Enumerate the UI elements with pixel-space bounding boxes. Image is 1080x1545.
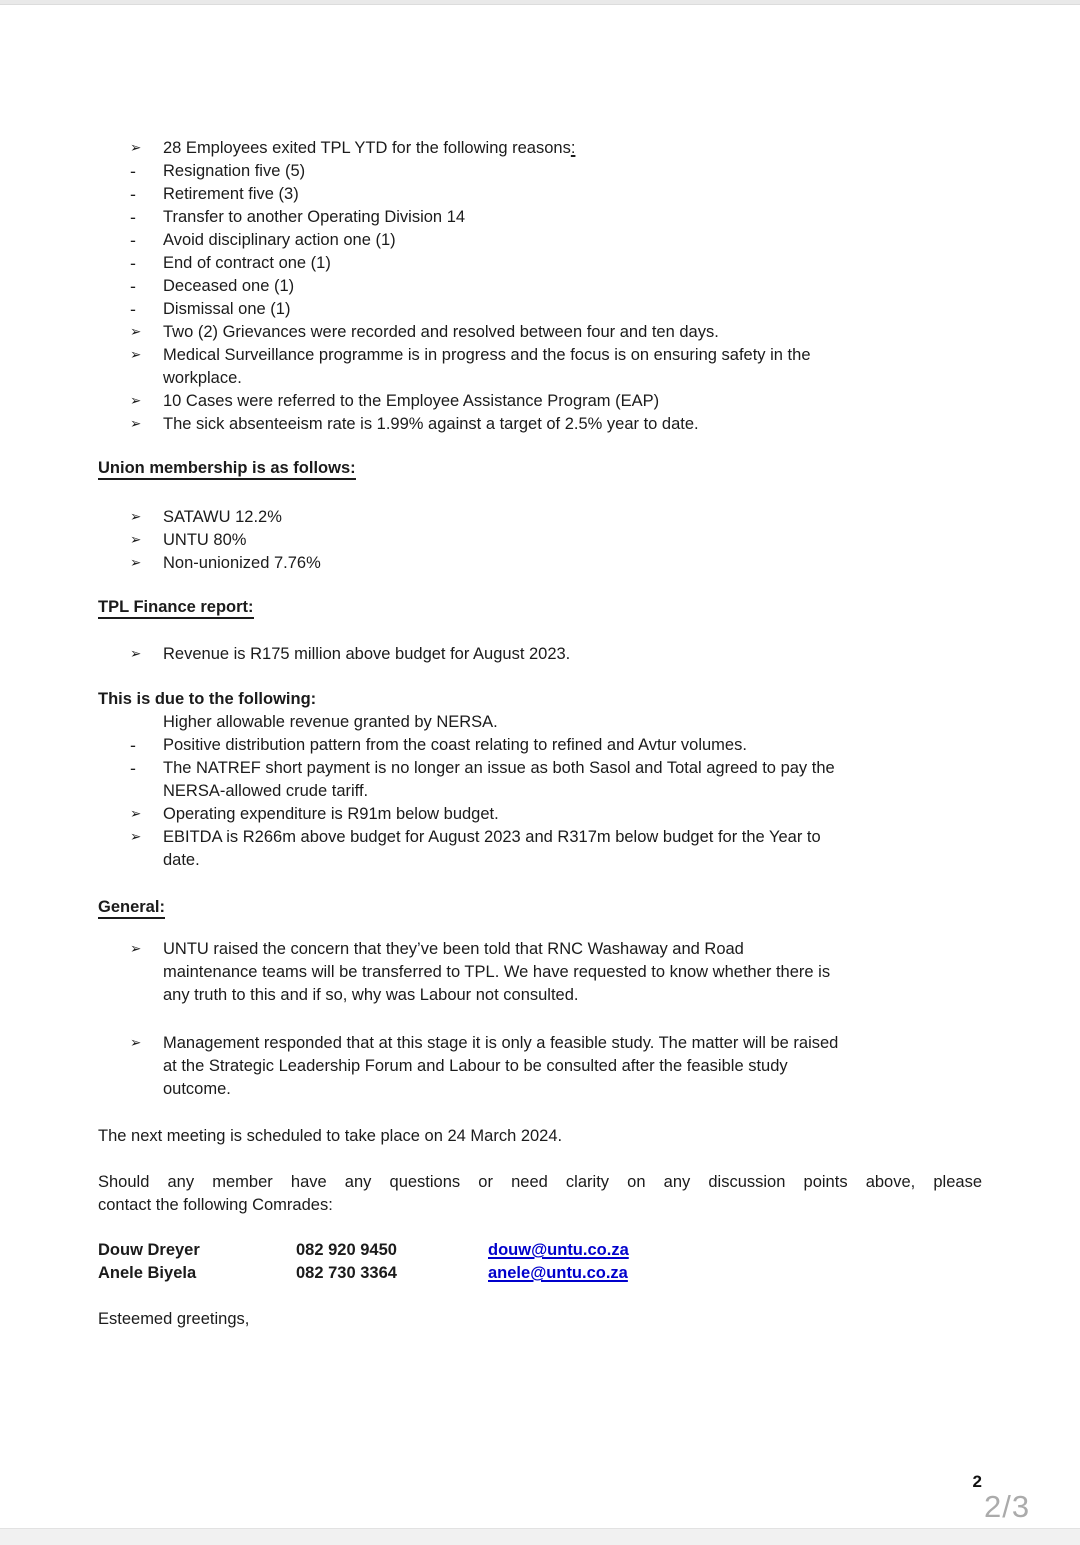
list-item — [98, 529, 982, 552]
section-heading-union-membership: Union membership is as follows: — [98, 457, 982, 480]
list-item — [98, 160, 982, 183]
contact-name: Anele Biyela — [98, 1264, 197, 1282]
dash-bullet-icon: - — [130, 185, 136, 204]
list-item — [98, 506, 982, 529]
contact-prompt-line1: Should any member have any questions or need clarity on any discussion points above, please — [98, 1173, 982, 1191]
list-item-text: Dismissal one (1) — [163, 300, 291, 318]
section-heading-finance: TPL Finance report: — [98, 596, 982, 619]
list-item — [98, 229, 982, 252]
arrow-bullet-icon: ➢ — [130, 532, 142, 548]
contact-email-link[interactable]: douw@untu.co.za — [488, 1241, 629, 1259]
greeting-text: Esteemed greetings, — [98, 1310, 250, 1328]
dash-bullet-icon: - — [130, 300, 136, 319]
list-item-text: Avoid disciplinary action one (1) — [163, 231, 396, 249]
list-item-text: 10 Cases were referred to the Employee Assistance Program (EAP) — [163, 392, 660, 410]
arrow-bullet-icon: ➢ — [130, 393, 142, 409]
dash-bullet-icon: - — [130, 254, 136, 273]
dash-bullet-icon: - — [130, 277, 136, 296]
list-item-continuation: workplace. — [163, 369, 242, 387]
list-item-text: Transfer to another Operating Division 14 — [163, 208, 466, 226]
list-item-continuation: any truth to this and if so, why was Labour not consulted. — [163, 986, 579, 1004]
document-page — [98, 137, 982, 1331]
arrow-bullet-icon: ➢ — [130, 1035, 142, 1051]
arrow-bullet-icon: ➢ — [130, 829, 142, 845]
list-item — [98, 137, 982, 160]
list-item-text: UNTU 80% — [163, 531, 247, 549]
list-item-text: EBITDA is R266m above budget for August 2023 and R317m below budget for the Year to — [163, 828, 821, 846]
list-item — [98, 826, 982, 849]
list-item-text: Medical Surveillance programme is in progress and the focus is on ensuring safety in the — [163, 346, 811, 364]
list-item-text: Non-unionized 7.76% — [163, 554, 321, 572]
arrow-bullet-icon: ➢ — [130, 140, 142, 156]
dash-bullet-icon: - — [130, 162, 136, 181]
dash-bullet-icon: - — [130, 736, 136, 755]
list-item-plain: Higher allowable revenue granted by NERSA. — [163, 713, 498, 731]
list-item — [98, 321, 982, 344]
contact-row — [98, 1262, 982, 1285]
list-item-text: End of contract one (1) — [163, 254, 331, 272]
list-item — [98, 1032, 982, 1055]
contact-row — [98, 1239, 982, 1262]
contact-name: Douw Dreyer — [98, 1241, 200, 1259]
contact-phone: 082 920 9450 — [296, 1241, 397, 1259]
list-item — [98, 552, 982, 575]
list-item — [98, 275, 982, 298]
dash-bullet-icon: - — [130, 208, 136, 227]
arrow-bullet-icon: ➢ — [130, 806, 142, 822]
list-item — [98, 206, 982, 229]
contact-prompt-line2: contact the following Comrades: — [98, 1196, 333, 1214]
list-item — [98, 252, 982, 275]
arrow-bullet-icon: ➢ — [130, 347, 142, 363]
viewer-page-indicator: 2/3 — [984, 1489, 1031, 1524]
list-item-text: Positive distribution pattern from the coast relating to refined and Avtur volumes. — [163, 736, 747, 754]
list-item-text: The NATREF short payment is no longer an issue as both Sasol and Total agreed to pay the — [163, 759, 835, 777]
list-item — [98, 938, 982, 961]
list-item — [98, 643, 982, 666]
subheading-due-to-following: This is due to the following: — [98, 690, 317, 708]
arrow-bullet-icon: ➢ — [130, 416, 142, 432]
list-item-text: Revenue is R175 million above budget for August 2023. — [163, 645, 571, 663]
list-item-text: SATAWU 12.2% — [163, 508, 282, 526]
viewer-top-strip — [0, 0, 1080, 5]
list-item — [98, 298, 982, 321]
list-item-continuation: maintenance teams will be transferred to TPL. We have requested to know whether there is — [163, 963, 831, 981]
dash-bullet-icon: - — [130, 231, 136, 250]
list-item-continuation: NERSA-allowed crude tariff. — [163, 782, 369, 800]
list-item-continuation: at the Strategic Leadership Forum and Labour to be consulted after the feasible study — [163, 1057, 788, 1075]
list-item-continuation: outcome. — [163, 1080, 231, 1098]
section-heading-general: General: — [98, 896, 982, 919]
list-item — [98, 757, 982, 780]
contact-email-link[interactable]: anele@untu.co.za — [488, 1264, 628, 1282]
list-item — [98, 183, 982, 206]
list-item — [98, 803, 982, 826]
list-item — [98, 390, 982, 413]
arrow-bullet-icon: ➢ — [130, 646, 142, 662]
list-item-text: Deceased one (1) — [163, 277, 295, 295]
list-item-text: Resignation five (5) — [163, 162, 306, 180]
arrow-bullet-icon: ➢ — [130, 941, 142, 957]
next-meeting-paragraph: The next meeting is scheduled to take place on 24 March 2024. — [98, 1127, 563, 1145]
list-item-text: 28 Employees exited TPL YTD for the following reasons — [163, 139, 571, 157]
document-page-number: 2 — [972, 1472, 982, 1491]
list-item — [98, 734, 982, 757]
viewer-bottom-bar — [0, 1528, 1080, 1545]
list-item — [98, 413, 982, 436]
list-item-text: Management responded that at this stage it is only a feasible study. The matter will be raised — [163, 1034, 839, 1052]
arrow-bullet-icon: ➢ — [130, 324, 142, 340]
list-item — [98, 344, 982, 367]
arrow-bullet-icon: ➢ — [130, 509, 142, 525]
list-item-continuation: date. — [163, 851, 200, 869]
list-item-text: Operating expenditure is R91m below budget. — [163, 805, 499, 823]
underlined-colon: : — [570, 139, 576, 157]
list-item-text: The sick absenteeism rate is 1.99% against a target of 2.5% year to date. — [163, 415, 699, 433]
list-item-text: UNTU raised the concern that they’ve been told that RNC Washaway and Road — [163, 940, 744, 958]
list-item-text: Two (2) Grievances were recorded and resolved between four and ten days. — [163, 323, 719, 341]
dash-bullet-icon: - — [130, 759, 136, 778]
list-item-text: Retirement five (3) — [163, 185, 299, 203]
arrow-bullet-icon: ➢ — [130, 555, 142, 571]
contact-phone: 082 730 3364 — [296, 1264, 397, 1282]
